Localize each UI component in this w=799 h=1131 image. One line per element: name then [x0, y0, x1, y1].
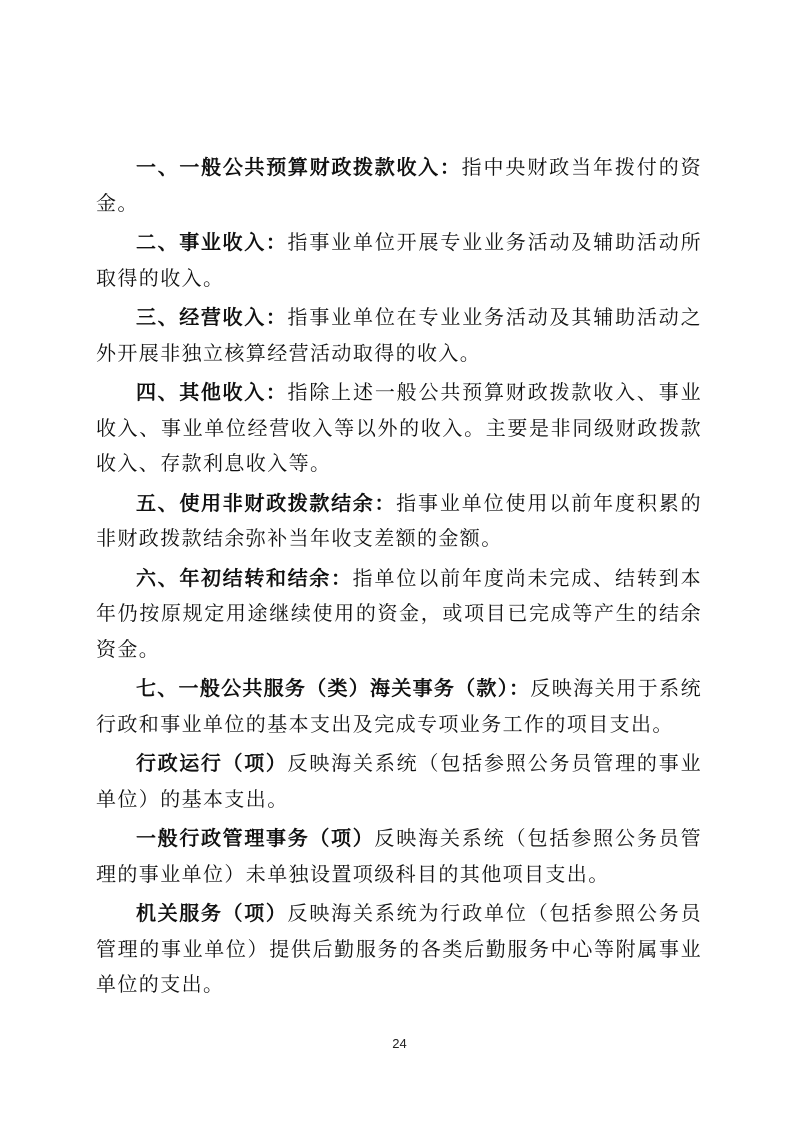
term-label: 三、经营收入： — [136, 305, 288, 329]
term-definition: 反映海关用于系统行政和事业单位的基本支出及完成专项业务工作的项目支出。 — [96, 676, 702, 736]
term-label: 七、一般公共服务（类）海关事务（款）： — [136, 676, 531, 700]
paragraph-business-income — [96, 225, 702, 296]
term-definition: 指除上述一般公共预算财政拨款收入、事业收入、事业单位经营收入等以外的收入。主要是非同级财政拨款收入、存款利息收入等。 — [96, 380, 702, 475]
term-definition: 指事业单位开展专业业务活动及辅助活动所取得的收入。 — [96, 230, 702, 290]
paragraph-general-admin-affairs — [96, 821, 702, 892]
paragraph-agency-services — [96, 896, 702, 1003]
term-label: 四、其他收入： — [136, 380, 288, 404]
term-label: 二、事业收入： — [136, 230, 288, 254]
term-definition: 指事业单位在专业业务活动及其辅助活动之外开展非独立核算经营活动取得的收入。 — [96, 305, 702, 365]
paragraph-customs-affairs — [96, 671, 702, 742]
term-definition: 指中央财政当年拨付的资金。 — [96, 155, 702, 215]
document-body — [96, 150, 702, 1003]
paragraph-administrative-operation — [96, 746, 702, 817]
term-definition: 指事业单位使用以前年度积累的非财政拨款结余弥补当年收支差额的金额。 — [96, 490, 702, 550]
term-definition: 反映海关系统（包括参照公务员管理的事业单位）的基本支出。 — [96, 751, 702, 811]
paragraph-operating-income — [96, 300, 702, 371]
paragraph-general-budget-income — [96, 150, 702, 221]
term-label: 行政运行（项） — [136, 751, 288, 775]
term-definition: 反映海关系统为行政单位（包括参照公务员管理的事业单位）提供后勤服务的各类后勤服务中心等附属事业单位的支出。 — [96, 901, 702, 996]
page-number: 24 — [392, 1036, 407, 1051]
term-label: 五、使用非财政拨款结余： — [136, 490, 397, 515]
term-label: 一、一般公共预算财政拨款收入： — [136, 155, 462, 179]
term-label: 机关服务（项） — [136, 901, 288, 925]
paragraph-other-income — [96, 375, 702, 482]
paragraph-non-fiscal-balance — [96, 486, 702, 557]
term-definition: 指单位以前年度尚未完成、结转到本年仍按原规定用途继续使用的资金，或项目已完成等产生的结余资金。 — [96, 565, 702, 661]
term-label: 六、年初结转和结余： — [136, 565, 353, 590]
term-definition: 反映海关系统（包括参照公务员管理的事业单位）未单独设置项级科目的其他项目支出。 — [96, 826, 702, 886]
paragraph-carryover-balance — [96, 561, 702, 668]
term-label: 一般行政管理事务（项） — [136, 826, 375, 850]
